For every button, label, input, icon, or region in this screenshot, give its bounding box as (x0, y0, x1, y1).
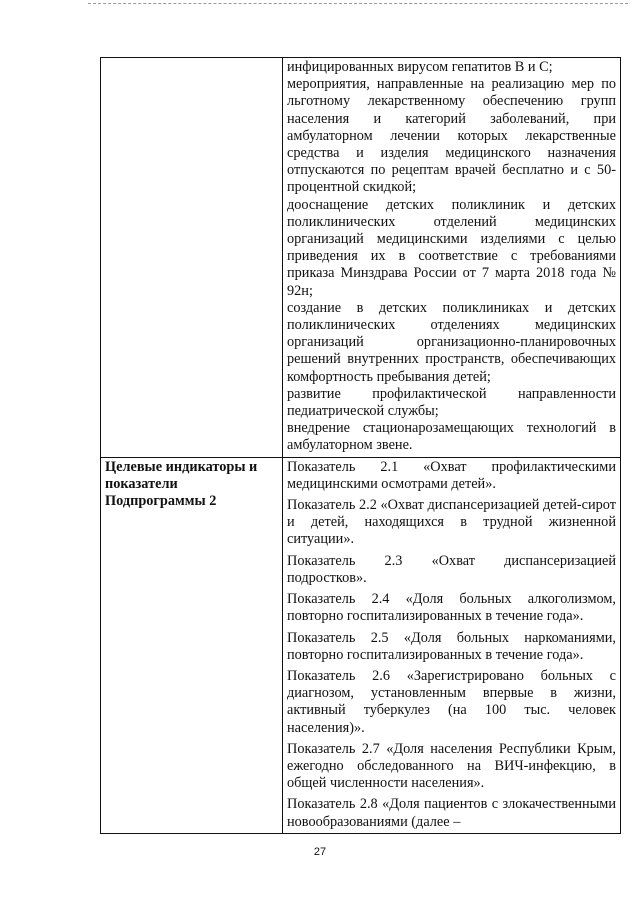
row-label-cell (101, 457, 283, 833)
indicator-item: Показатель 2.3 «Охват диспансеризацией подростков». (287, 552, 616, 586)
page-number: 27 (313, 846, 327, 858)
indicator-item: Показатель 2.4 «Доля больных алкоголизмом, повторно госпитализированных в течение года». (287, 591, 616, 625)
measures-cell (283, 58, 621, 458)
row-label-cell (101, 58, 283, 458)
indicator-item: Показатель 2.1 «Охват профилактическими медицинскими осмотрами детей». (287, 458, 616, 492)
measure-paragraph: мероприятия, направленные на реализацию мер по льготному лекарственному обеспечению групп населения и категорий заболеваний, при амбулаторном лечении которых лекарственные средства и изделия медицинского назначения отпускаются по рецептам врачей бесплатно и с 50-процентной скидкой; (287, 76, 616, 196)
table-row (101, 457, 621, 833)
measure-paragraph: дооснащение детских поликлиник и детских поликлинических отделений медицинских организаций медицинскими изделиями с целью приведения их в соответствие с требованиями приказа Минздрава России от 7 марта 2018 года № 92н; (287, 196, 616, 299)
program-table (100, 57, 621, 834)
indicators-heading: Целевые индикаторы и показатели (105, 458, 258, 492)
indicator-item: Показатель 2.7 «Доля населения Республики Крым, ежегодно обследованного на ВИЧ-инфекцию, в общей численности населения». (287, 740, 616, 792)
indicators-cell (283, 457, 621, 833)
table-row (101, 58, 621, 458)
subprogram-label: Подпрограммы 2 (105, 493, 217, 510)
measure-paragraph: инфицированных вирусом гепатитов В и С; (287, 59, 553, 75)
measure-paragraph: развитие профилактической направленности педиатрической службы; (287, 385, 616, 420)
measure-paragraph: внедрение стационарозамещающих технологий в амбулаторном звене. (287, 420, 616, 454)
indicator-item: Показатель 2.5 «Доля больных наркоманиями, повторно госпитализированных в течение года». (287, 629, 616, 663)
scan-edge-line (88, 3, 628, 4)
indicator-item: Показатель 2.8 «Доля пациентов с злокачественными новообразованиями (далее – (287, 796, 616, 830)
indicator-item: Показатель 2.2 «Охват диспансеризацией детей-сирот и детей, находящихся в трудной жизненной ситуации». (287, 497, 616, 548)
measure-paragraph: создание в детских поликлиниках и детских поликлинических отделениях медицинских организаций организационно-планировочных решений внутренних пространств, обеспечивающих комфортность пребывания детей; (287, 299, 616, 385)
indicator-item: Показатель 2.6 «Зарегистрировано больных с диагнозом, установленным впервые в жизни, активный туберкулез (на 100 тыс. человек населения)». (287, 667, 616, 736)
